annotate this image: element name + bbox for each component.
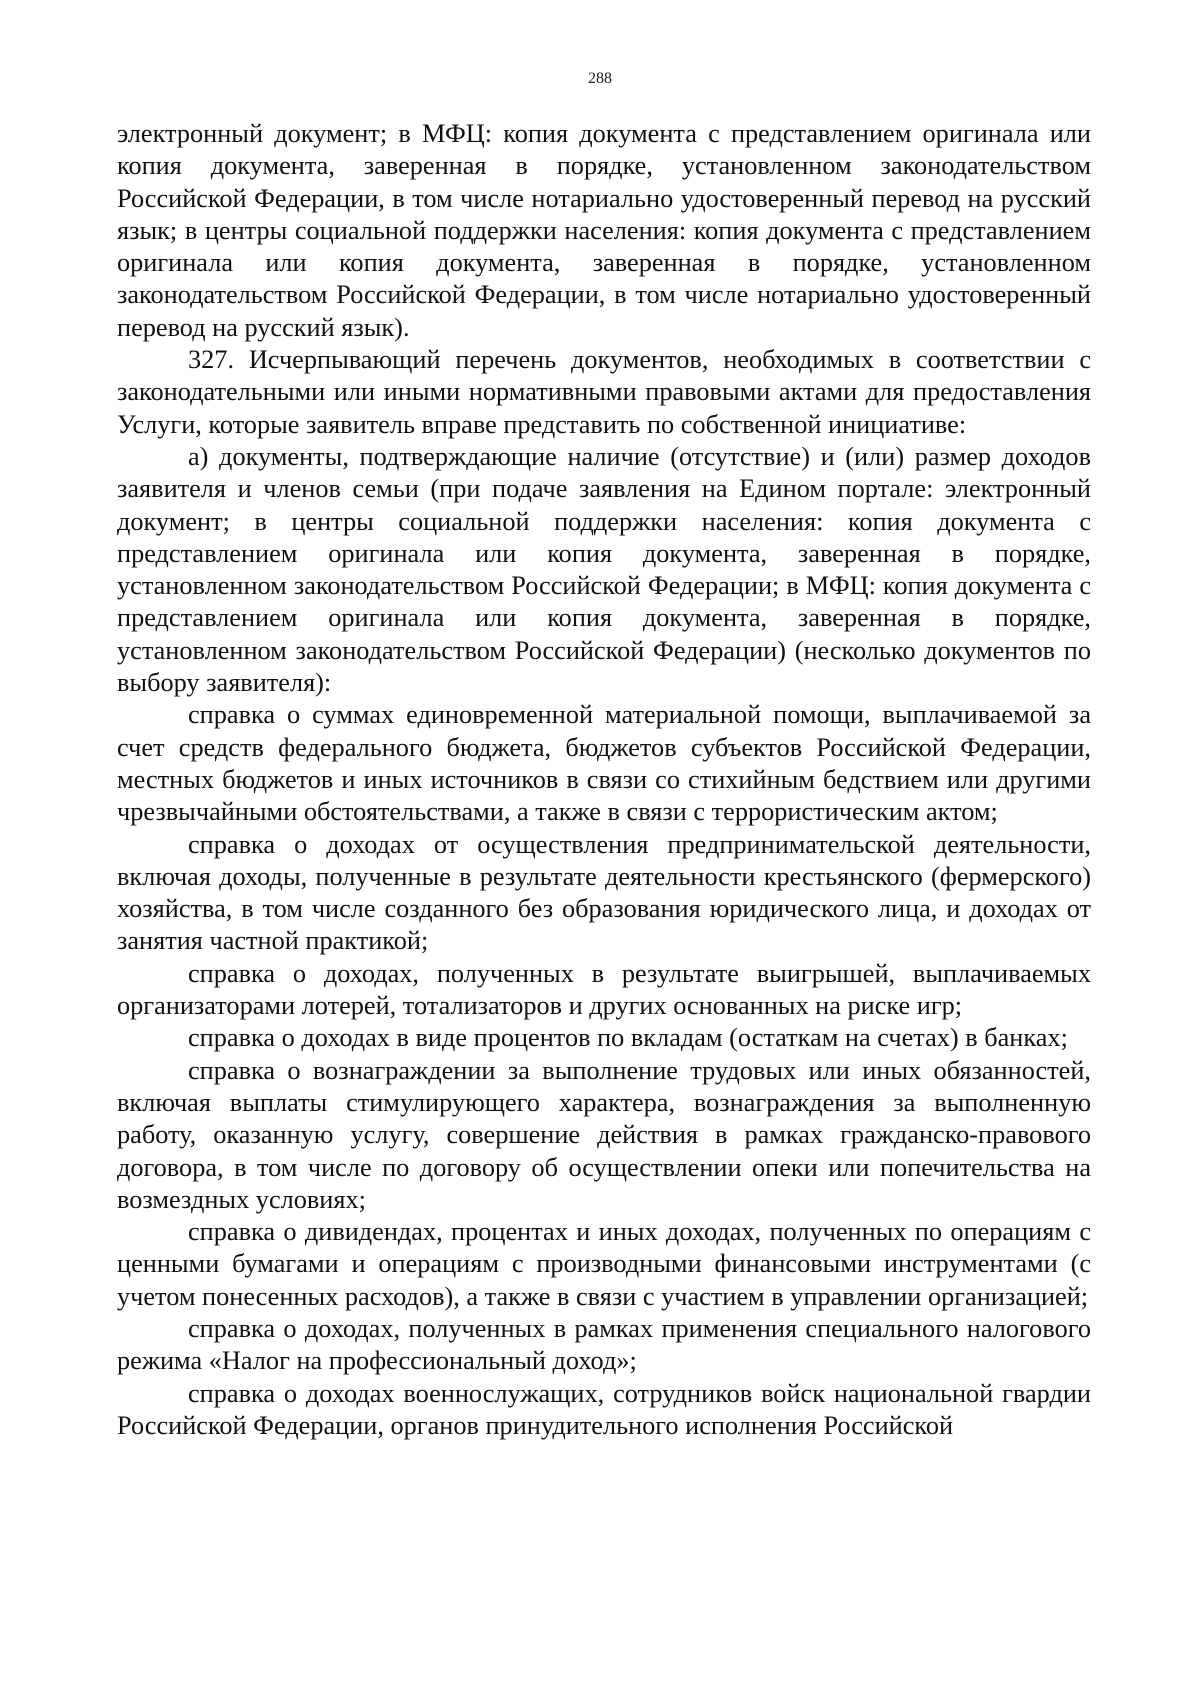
paragraph-certificate-deposit-interest: справка о доходах в виде процентов по вкладам (остаткам на счетах) в банках; <box>188 1023 1068 1053</box>
paragraph-certificate-business-income: справка о доходах от осуществления предпринимательской деятельности, включая доходы, полученные в результате деятельности крестьянского (фермерского) хозяйства, в том числе созданного без образования юридического лица, и доходах от занятия частной практикой; <box>117 829 1091 956</box>
paragraph-certificate-material-aid: справка о суммах единовременной материальной помощи, выплачиваемой за счет средств федерального бюджета, бюджетов субъектов Российской Федерации, местных бюджетов и иных источников в связи со стихийным бедствием или другими чрезвычайными обстоятельствами, а также в связи с террористическим актом; <box>117 700 1091 827</box>
paragraph-certificate-remuneration: справка о вознаграждении за выполнение трудовых или иных обязанностей, включая выплаты стимулирующего характера, вознаграждения за выполненную работу, оказанную услугу, совершение действия в рамках гражданско-правового договора, в том числе по договору об осуществлении опеки или попечительства на возмездных условиях; <box>117 1055 1091 1214</box>
paragraph-subitem-a: а) документы, подтверждающие наличие (отсутствие) и (или) размер доходов заявителя и членов семьи (при подаче заявления на Едином портале: электронный документ; в центры социальной поддержки населения: копия документа с представлением оригинала или копия документа, заверенная в порядке, установленном законодательством Российской Федерации; в МФЦ: копия документа с представлением оригинала или копия документа, заверенная в порядке, установленном законодательством Российской Федерации) (несколько документов по выбору заявителя): <box>117 441 1091 698</box>
page-number: 288 <box>588 70 612 87</box>
document-body <box>117 118 1091 1442</box>
paragraph-certificate-winnings: справка о доходах, полученных в результате выигрышей, выплачиваемых организаторами лотерей, тотализаторов и других основанных на риске игр; <box>117 958 1091 1021</box>
paragraph-certificate-military-income: справка о доходах военнослужащих, сотрудников войск национальной гвардии Российской Федерации, органов принудительного исполнения Российской <box>117 1378 1091 1440</box>
paragraph-certificate-dividends: справка о дивидендах, процентах и иных доходах, полученных по операциям с ценными бумагами и операциям с производными финансовыми инструментами (с учетом понесенных расходов), а также в связи с участием в управлении организацией; <box>117 1217 1091 1311</box>
paragraph-certificate-professional-income-tax: справка о доходах, полученных в рамках применения специального налогового режима «Налог на профессиональный доход»; <box>117 1313 1091 1376</box>
paragraph-continuation: электронный документ; в МФЦ: копия документа с представлением оригинала или копия документа, заверенная в порядке, установленном законодательством Российской Федерации, в том числе нотариально удостоверенный перевод на русский язык; в центры социальной поддержки населения: копия документа с представлением оригинала или копия документа, заверенная в порядке, установленном законодательством Российской Федерации, в том числе нотариально удостоверенный перевод на русский язык). <box>117 119 1091 342</box>
paragraph-item-327: 327. Исчерпывающий перечень документов, необходимых в соответствии с законодательными или иными нормативными правовыми актами для предоставления Услуги, которые заявитель вправе представить по собственной инициативе: <box>117 345 1091 439</box>
